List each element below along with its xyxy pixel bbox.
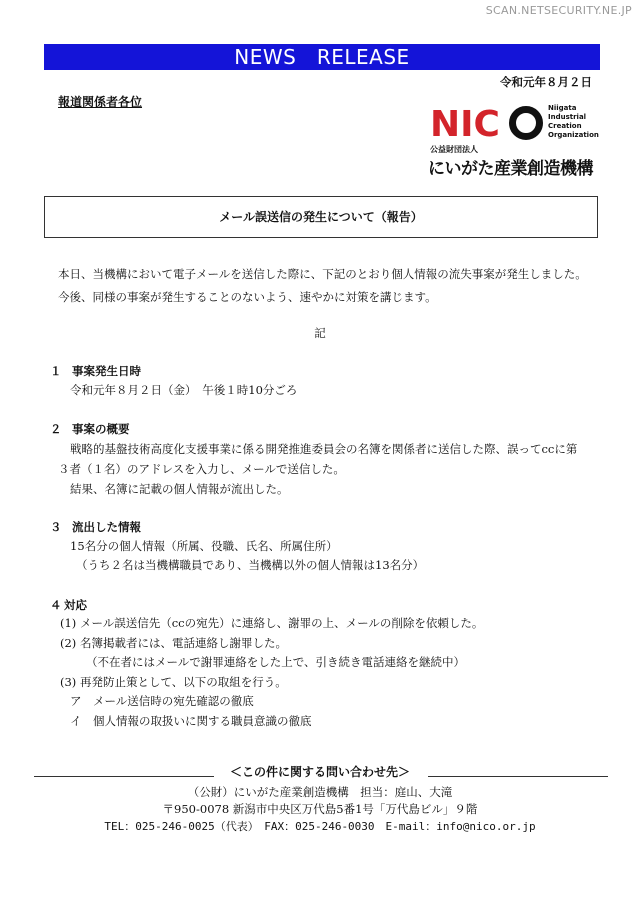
addressee: 報道関係者各位 (58, 95, 143, 109)
contact-title-text: ＜この件に関する問い合わせ先＞ (226, 765, 414, 779)
section-number: ２ (50, 422, 62, 436)
contact-org: （公財）にいがた産業創造機構 担当：庭山、大滝 (187, 785, 453, 799)
section-line: (1) メール誤送信先（ccの宛先）に連絡し、謝罪の上、メールの削除を依頼した。 (60, 616, 484, 630)
contact-address: 〒950-0078 新潟市中央区万代島5番1号「万代島ビル」９階 (162, 802, 478, 816)
nico-logo-mark (428, 96, 608, 146)
svg-text:NIC: NIC (430, 104, 500, 145)
contact-title (0, 763, 640, 780)
intro-line: 今後、同様の事案が発生することのないよう、速やかに対策を講じます。 (58, 290, 437, 304)
section-line: イ 個人情報の取扱いに関する職員意識の徹底 (70, 714, 312, 728)
watermark: SCAN.NETSECURITY.NE.JP (485, 4, 632, 17)
section-line: (3) 再発防止策として、以下の取組を行う。 (60, 675, 287, 689)
section-line: 15名分の個人情報（所属、役職、氏名、所属住所） (70, 539, 338, 553)
logo-word: Niigata (548, 104, 577, 112)
section-title: 流出した情報 (72, 520, 141, 534)
section-heading (50, 421, 130, 437)
logo-sub: 公益財団法人 (430, 145, 478, 154)
news-release-banner: NEWS RELEASE (44, 44, 600, 70)
section-number: １ (50, 364, 62, 378)
contact-tel: TEL：025-246-0025（代表） FAX：025-246-0030 E-mail：info@nico.or.jp (104, 820, 536, 833)
section-title: 対応 (64, 598, 87, 612)
ki-marker: 記 (314, 326, 326, 340)
section-heading (50, 519, 141, 535)
logo-org-name: にいがた産業創造機構 (428, 159, 593, 179)
section-title: 事案の概要 (72, 422, 130, 436)
intro-line: 本日、当機構において電子メールを送信した際に、下記のとおり個人情報の流失事案が発生しました。 (58, 267, 587, 281)
section-line: 令和元年８月２日（金） 午後１時10分ごろ (70, 383, 298, 397)
section-line: 戦略的基盤技術高度化支援事業に係る開発推進委員会の名簿を関係者に送信した際、誤ってccに第 (70, 442, 578, 456)
logo-word: Industrial (548, 113, 587, 121)
section-heading (50, 597, 87, 613)
section-line: 結果、名簿に記載の個人情報が流出した。 (70, 482, 289, 496)
section-title: 事案発生日時 (72, 364, 141, 378)
section-line: ３者（１名）のアドレスを入力し、メールで送信した。 (58, 462, 345, 476)
section-heading (50, 363, 141, 379)
section-line: （不在者にはメールで謝罪連絡をした上で、引き続き電話連絡を継続中） (86, 655, 466, 669)
notice-title: メール誤送信の発生について（報告） (44, 196, 598, 238)
section-number: ４ (50, 598, 62, 612)
release-date: 令和元年８月２日 (500, 75, 592, 89)
section-number: ３ (50, 520, 62, 534)
section-line: （うち２名は当機構職員であり、当機構以外の個人情報は13名分） (76, 558, 425, 572)
section-line: ア メール送信時の宛先確認の徹底 (70, 694, 254, 708)
logo-word: Creation (548, 122, 582, 130)
section-line: (2) 名簿掲載者には、電話連絡し謝罪した。 (60, 636, 287, 650)
logo-word: Organization (548, 131, 599, 139)
